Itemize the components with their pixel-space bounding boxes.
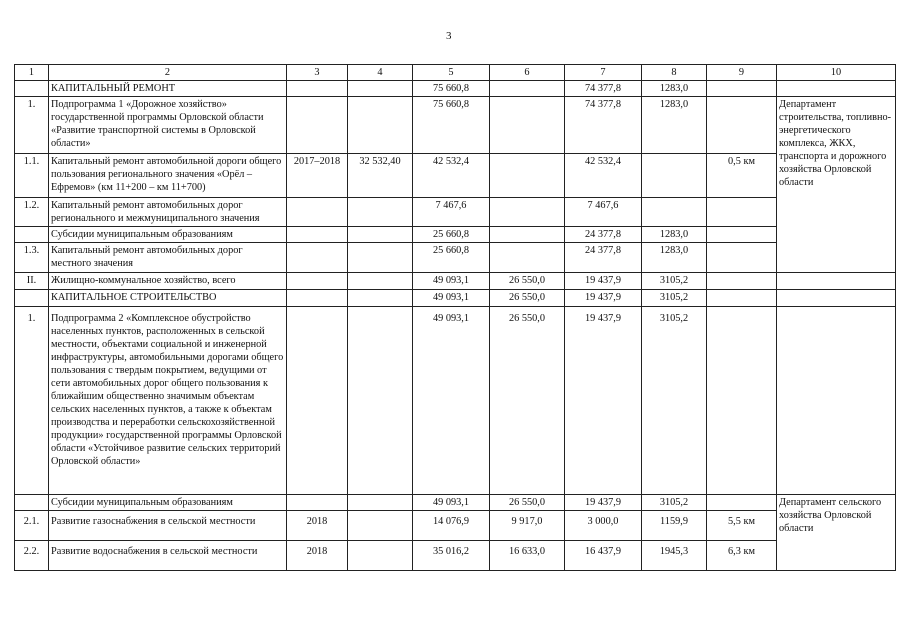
row-number [15,290,49,307]
header-cell: 8 [642,65,707,81]
table-row [15,290,896,307]
page-number: 3 [446,30,452,42]
cell [490,198,565,227]
cell [777,273,896,290]
table-row [15,273,896,290]
row-title: Субсидии муниципальным образованиям [49,227,287,243]
cell: 3105,2 [642,307,707,495]
cell: 49 093,1 [413,273,490,290]
row-number: 1.2. [15,198,49,227]
cell [707,227,777,243]
cell: 19 437,9 [565,307,642,495]
cell: 3 000,0 [565,511,642,541]
cell [348,307,413,495]
cell: 19 437,9 [565,290,642,307]
cell: 0,5 км [707,154,777,198]
cell: 1945,3 [642,541,707,571]
responsible-department: Департамент сельского хозяйства Орловской области [777,495,896,571]
header-cell: 6 [490,65,565,81]
cell [707,307,777,495]
cell [707,495,777,511]
row-number [15,227,49,243]
cell [707,81,777,97]
cell [707,97,777,154]
cell [348,227,413,243]
header-cell: 2 [49,65,287,81]
header-cell: 10 [777,65,896,81]
cell: 5,5 км [707,511,777,541]
cell [707,273,777,290]
cell [287,81,348,97]
cell [707,243,777,273]
cell: 75 660,8 [413,97,490,154]
cell: 25 660,8 [413,243,490,273]
header-cell: 5 [413,65,490,81]
row-title: Развитие газоснабжения в сельской местности [49,511,287,541]
cell [348,97,413,154]
cell: 49 093,1 [413,495,490,511]
header-cell: 4 [348,65,413,81]
row-number [15,495,49,511]
cell: 3105,2 [642,273,707,290]
cell: 16 633,0 [490,541,565,571]
cell: 19 437,9 [565,273,642,290]
table-row [15,307,896,495]
cell: 6,3 км [707,541,777,571]
row-title: Капитальный ремонт автомобильных дорог местного значения [49,243,287,273]
cell: 2017–2018 [287,154,348,198]
row-number: 1.1. [15,154,49,198]
budget-table [14,64,896,571]
cell: 32 532,40 [348,154,413,198]
cell: 26 550,0 [490,495,565,511]
cell: 75 660,8 [413,81,490,97]
cell [707,290,777,307]
header-row [15,65,896,81]
cell: 35 016,2 [413,541,490,571]
cell: 1283,0 [642,227,707,243]
cell: 25 660,8 [413,227,490,243]
cell [777,290,896,307]
table-row [15,243,896,273]
table-row [15,227,896,243]
table-row [15,511,896,541]
cell [777,81,896,97]
cell [490,81,565,97]
cell [287,273,348,290]
cell: 1283,0 [642,81,707,97]
cell [348,495,413,511]
cell: 9 917,0 [490,511,565,541]
cell: 19 437,9 [565,495,642,511]
row-title: КАПИТАЛЬНЫЙ РЕМОНТ [49,81,287,97]
cell [287,198,348,227]
responsible-department: Департамент строительства, топливно-энергетического комплекса, ЖКХ, транспорта и дорожного хозяйства Орловской области [777,97,896,273]
cell: 42 532,4 [565,154,642,198]
cell [348,243,413,273]
header-cell: 9 [707,65,777,81]
cell [287,495,348,511]
row-number: 2.1. [15,511,49,541]
cell: 14 076,9 [413,511,490,541]
header-cell: 1 [15,65,49,81]
row-number [15,81,49,97]
cell: 1283,0 [642,243,707,273]
cell [348,198,413,227]
table-row [15,81,896,97]
table-row [15,198,896,227]
cell: 26 550,0 [490,307,565,495]
row-number: II. [15,273,49,290]
cell: 7 467,6 [565,198,642,227]
cell: 49 093,1 [413,307,490,495]
cell [287,227,348,243]
row-title: Подпрограмма 1 «Дорожное хозяйство» государственной программы Орловской области «Развитие транспортной системы в Орловской области» [49,97,287,154]
cell [348,290,413,307]
cell [348,81,413,97]
row-title: Жилищно-коммунальное хозяйство, всего [49,273,287,290]
table-row [15,541,896,571]
row-number: 1.3. [15,243,49,273]
cell [490,227,565,243]
header-cell: 7 [565,65,642,81]
cell: 74 377,8 [565,81,642,97]
cell: 7 467,6 [413,198,490,227]
table-row [15,495,896,511]
cell [707,198,777,227]
cell [490,243,565,273]
cell [348,511,413,541]
cell [642,154,707,198]
cell: 1283,0 [642,97,707,154]
cell: 3105,2 [642,290,707,307]
cell: 24 377,8 [565,243,642,273]
cell: 24 377,8 [565,227,642,243]
cell [287,290,348,307]
header-cell: 3 [287,65,348,81]
row-title: КАПИТАЛЬНОЕ СТРОИТЕЛЬСТВО [49,290,287,307]
cell [642,198,707,227]
cell: 26 550,0 [490,290,565,307]
cell: 26 550,0 [490,273,565,290]
cell: 42 532,4 [413,154,490,198]
cell: 16 437,9 [565,541,642,571]
cell [490,97,565,154]
table-row [15,154,896,198]
row-title: Подпрограмма 2 «Комплексное обустройство населенных пунктов, расположенных в сельской местности, объектами социальной и инженерной инфраструктуры, автомобильными дорогами общего пользования с твердым покрытием, ведущими от сети автомобильных дорог общего пользования к ближайшим общественно значимым объектам сельских населенных пунктов, а также к объектам производства и переработки сельскохозяйственной продукции» государственной программы Орловской области «Устойчивое развитие сельских территорий Орловской области» [49,307,287,495]
cell: 2018 [287,541,348,571]
cell: 1159,9 [642,511,707,541]
table-row [15,97,896,154]
row-title: Развитие водоснабжения в сельской местности [49,541,287,571]
cell: 74 377,8 [565,97,642,154]
row-title: Субсидии муниципальным образованиям [49,495,287,511]
cell: 49 093,1 [413,290,490,307]
row-number: 2.2. [15,541,49,571]
cell: 3105,2 [642,495,707,511]
cell [348,273,413,290]
row-number: 1. [15,307,49,495]
cell [287,97,348,154]
cell [348,541,413,571]
cell [777,307,896,495]
cell [287,243,348,273]
cell [490,154,565,198]
cell: 2018 [287,511,348,541]
row-title: Капитальный ремонт автомобильной дороги общего пользования регионального значения «Орёл – Ефремов» (км 11+200 – км 11+700) [49,154,287,198]
row-title: Капитальный ремонт автомобильных дорог регионального и межмуниципального значения [49,198,287,227]
cell [287,307,348,495]
row-number: 1. [15,97,49,154]
